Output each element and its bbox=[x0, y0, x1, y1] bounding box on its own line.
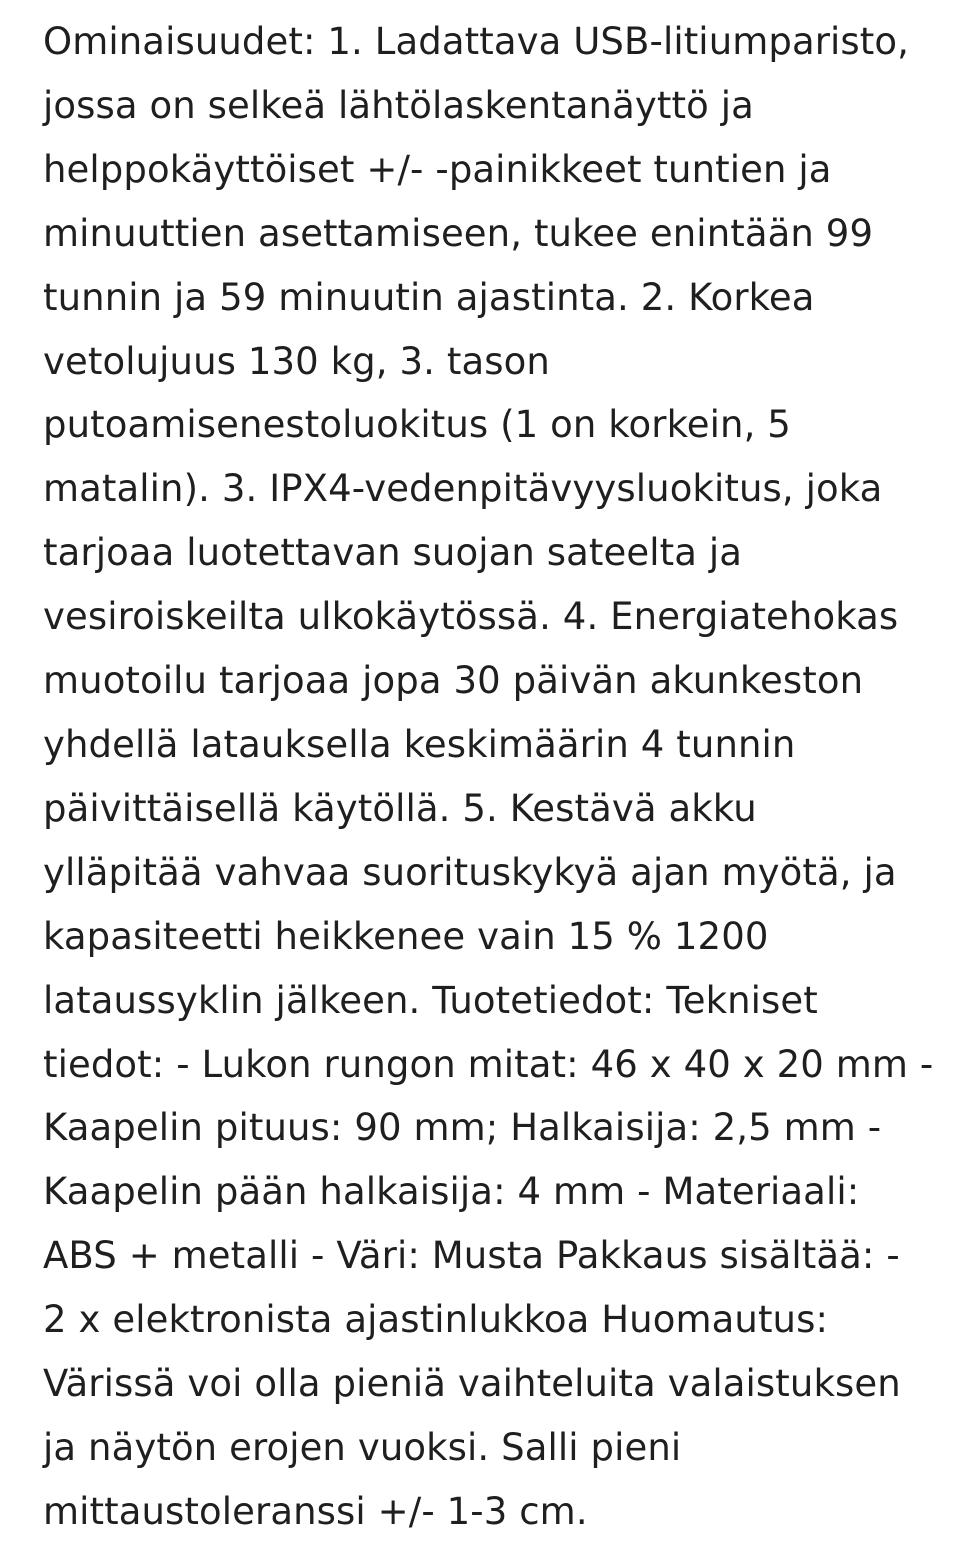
description-line: tunnin ja 59 minuutin ajastinta. 2. Korkea bbox=[43, 275, 815, 319]
description-line: Kaapelin pituus: 90 mm; Halkaisija: 2,5 mm - bbox=[43, 1106, 882, 1150]
description-line: matalin). 3. IPX4-vedenpitävyysluokitus, joka bbox=[43, 467, 883, 511]
description-line: 2 x elektronista ajastinlukkoa Huomautus: bbox=[43, 1298, 829, 1342]
description-line: tarjoaa luotettavan suojan sateelta ja bbox=[43, 531, 743, 575]
description-line: ylläpitää vahvaa suorituskykyä ajan myötä, ja bbox=[43, 850, 897, 894]
product-description bbox=[43, 10, 933, 1544]
description-line: helppokäyttöiset +/- -painikkeet tuntien ja bbox=[43, 147, 832, 191]
description-line: mittaustoleranssi +/- 1-3 cm. bbox=[43, 1489, 588, 1533]
description-line: ABS + metalli - Väri: Musta Pakkaus sisältää: - bbox=[43, 1234, 900, 1278]
description-line: minuuttien asettamiseen, tukee enintään 99 bbox=[43, 211, 874, 255]
description-line: päivittäisellä käytöllä. 5. Kestävä akku bbox=[43, 786, 757, 830]
description-line: jossa on selkeä lähtölaskentanäyttö ja bbox=[43, 83, 754, 127]
description-line: Ominaisuudet: 1. Ladattava USB-litiumparisto, bbox=[43, 20, 910, 63]
description-line: vesiroiskeilta ulkokäytössä. 4. Energiatehokas bbox=[43, 595, 899, 639]
description-line: yhdellä latauksella keskimäärin 4 tunnin bbox=[43, 722, 796, 766]
description-line: kapasiteetti heikkenee vain 15 % 1200 bbox=[43, 914, 769, 958]
description-line: putoamisenestoluokitus (1 on korkein, 5 bbox=[43, 403, 791, 447]
description-line: vetolujuus 130 kg, 3. tason bbox=[43, 339, 550, 383]
description-line: tiedot: - Lukon rungon mitat: 46 x 40 x 20 mm - bbox=[43, 1042, 934, 1086]
description-line: ja näytön erojen vuoksi. Salli pieni bbox=[43, 1425, 682, 1469]
description-line: muotoilu tarjoaa jopa 30 päivän akunkeston bbox=[43, 659, 864, 703]
description-line: lataussyklin jälkeen. Tuotetiedot: Tekniset bbox=[43, 978, 818, 1022]
description-line: Värissä voi olla pieniä vaihteluita valaistuksen bbox=[43, 1362, 901, 1406]
description-line: Kaapelin pään halkaisija: 4 mm - Materiaali: bbox=[43, 1170, 860, 1214]
